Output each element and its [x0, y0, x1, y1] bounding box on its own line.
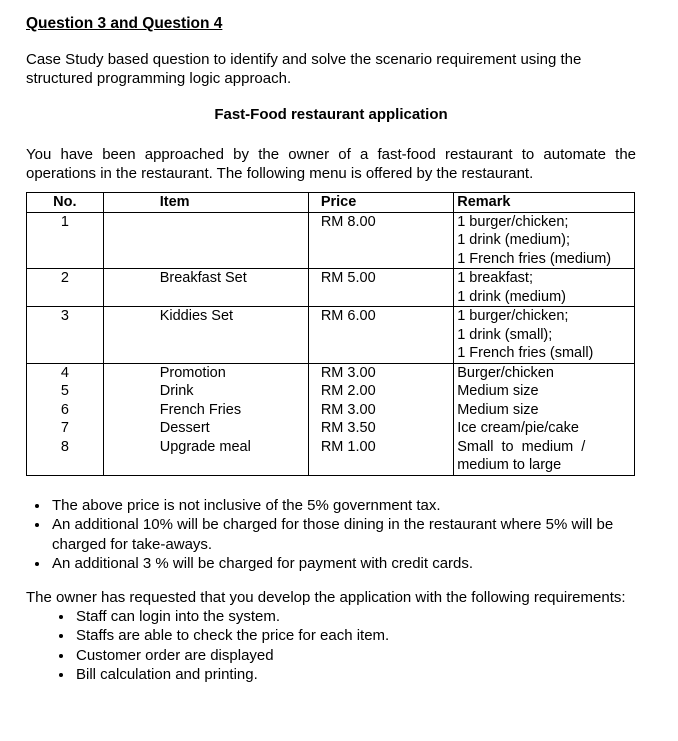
table-row: [27, 438, 635, 476]
remark-line: Small to medium /: [457, 438, 586, 455]
cell-remark: [454, 382, 635, 401]
cell-price: RM 3.00: [308, 401, 453, 420]
scenario-description: You have been approached by the owner of a fast-food restaurant to automate the operations in the restaurant. The following menu is offered by the restaurant.: [26, 146, 636, 182]
cell-remark: [454, 401, 635, 420]
cell-no: 5: [27, 382, 104, 401]
case-study-intro: Case Study based question to identify and solve the scenario requirement using the structured programming logic approach.: [26, 51, 582, 87]
remark-line: 1 burger/chicken;: [457, 308, 569, 324]
header-price: Price: [308, 193, 453, 213]
cell-price: RM 5.00: [308, 269, 453, 307]
header-remark: Remark: [454, 193, 635, 213]
remark-line: 1 French fries (small): [457, 345, 594, 361]
cell-item: Drink: [103, 382, 308, 401]
cell-price: RM 8.00: [308, 212, 453, 269]
note-item: • An additional 3 % will be charged for payment with credit cards.: [50, 554, 636, 574]
cell-item: Dessert: [103, 419, 308, 438]
cell-price: RM 3.00: [308, 363, 453, 382]
note-item: • An additional 10% will be charged for those dining in the restaurant where 5% will be charged for take-aways.: [50, 515, 636, 554]
cell-remark: [454, 363, 635, 382]
cell-item: [103, 212, 308, 269]
header-no: No.: [27, 193, 104, 213]
notes-list: [26, 496, 636, 574]
cell-remark: [454, 419, 635, 438]
table-row: [27, 419, 635, 438]
cell-no: 2: [27, 269, 104, 307]
cell-item: Kiddies Set: [103, 307, 308, 364]
requirement-item: • Staffs are able to check the price for each item.: [74, 626, 636, 646]
remark-line: medium to large: [457, 457, 562, 473]
cell-item: Breakfast Set: [103, 269, 308, 307]
cell-item: Promotion: [103, 363, 308, 382]
cell-no: 7: [27, 419, 104, 438]
remark-line: 1 French fries (medium): [457, 250, 612, 267]
table-row: [27, 363, 635, 382]
requirement-item: • Bill calculation and printing.: [74, 665, 636, 685]
document-page: [26, 14, 636, 685]
cell-no: 8: [27, 438, 104, 476]
cell-price: RM 3.50: [308, 419, 453, 438]
table-row: [27, 382, 635, 401]
table-row: [27, 212, 635, 269]
remark-line: 1 burger/chicken;: [457, 213, 569, 230]
remark-line: 1 breakfast;: [457, 270, 533, 286]
remark-line: Medium size: [457, 401, 539, 418]
cell-remark: [454, 269, 635, 307]
cell-item: French Fries: [103, 401, 308, 420]
table-row: [27, 401, 635, 420]
remark-line: 1 drink (medium);: [457, 232, 571, 248]
cell-price: RM 6.00: [308, 307, 453, 364]
section-subtitle: Fast-Food restaurant application: [214, 106, 448, 123]
cell-no: 3: [27, 307, 104, 364]
requirements-intro: The owner has requested that you develop the application with the following requirements:: [26, 588, 626, 606]
menu-table: [26, 192, 635, 476]
cell-price: RM 2.00: [308, 382, 453, 401]
note-item: • The above price is not inclusive of the 5% government tax.: [50, 496, 636, 516]
cell-item: Upgrade meal: [103, 438, 308, 476]
header-item: Item: [103, 193, 308, 213]
cell-no: 4: [27, 363, 104, 382]
table-row: [27, 269, 635, 307]
remark-line: Burger/chicken: [457, 364, 554, 381]
requirement-item: • Customer order are displayed: [74, 646, 636, 666]
table-row: [27, 307, 635, 364]
question-heading: Question 3 and Question 4: [26, 15, 223, 32]
cell-no: 1: [27, 212, 104, 269]
table-header-row: [27, 193, 635, 213]
remark-line: 1 drink (medium): [457, 288, 566, 305]
menu-table-body: [27, 212, 635, 475]
remark-line: Medium size: [457, 383, 539, 399]
cell-remark: [454, 438, 635, 476]
remark-line: Ice cream/pie/cake: [457, 420, 579, 436]
remark-line: 1 drink (small);: [457, 326, 553, 343]
cell-price: RM 1.00: [308, 438, 453, 476]
requirement-item: • Staff can login into the system.: [74, 607, 636, 627]
cell-no: 6: [27, 401, 104, 420]
cell-remark: [454, 212, 635, 269]
requirements-list: [26, 607, 636, 685]
cell-remark: [454, 307, 635, 364]
